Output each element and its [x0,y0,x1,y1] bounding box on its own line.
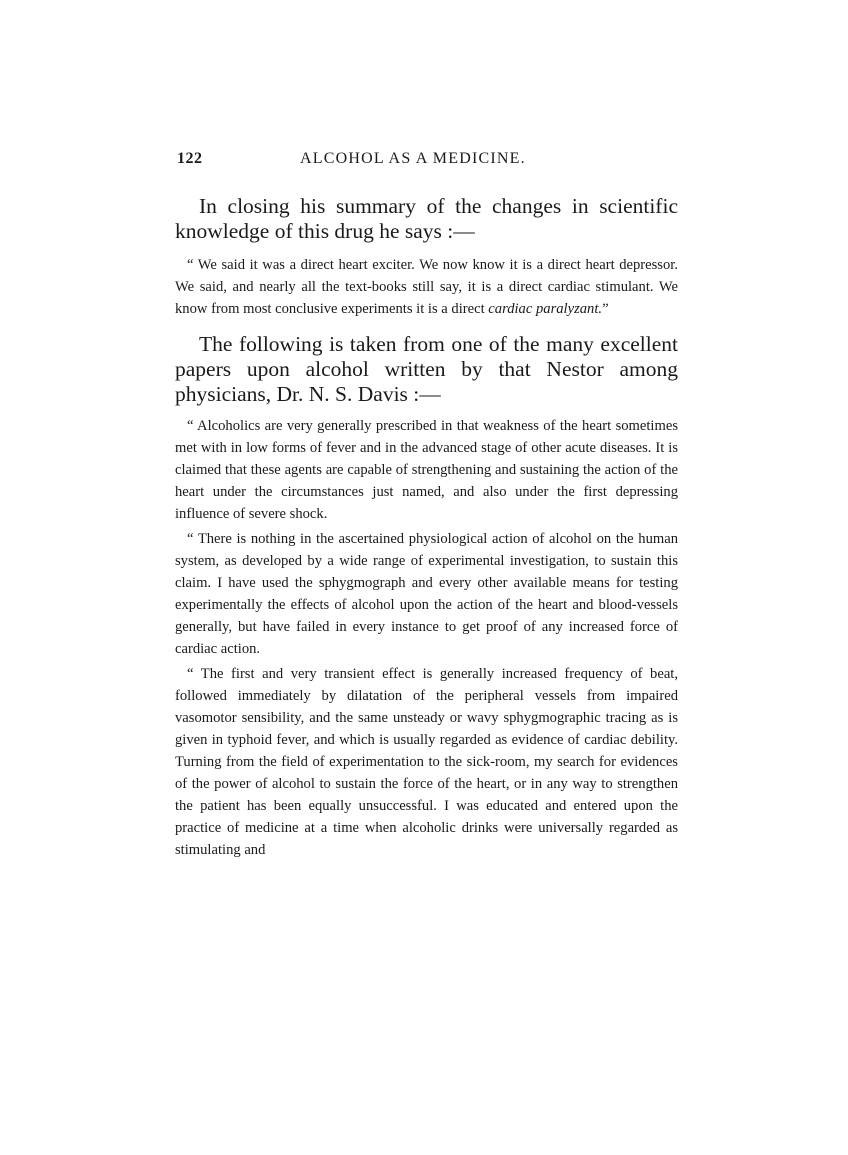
intro-paragraph-1: In closing his summary of the changes in scientific knowledge of this drug he says :— [175,194,678,243]
quote-1-close: ” [602,301,609,317]
quote-paragraph-3: “ There is nothing in the ascertained physiological action of alcohol on the human system, as developed by a wide range of experimental investigation, to sustain this claim. I have used the sphygmograph and every other available means for testing experimentally the effects of alcohol upon the action of the heart and blood-vessels generally, but have failed in every instance to get proof of any increased force of cardiac action. [175,531,678,657]
quote-paragraph-2: “ Alcoholics are very generally prescribed in that weakness of the heart sometimes met with in low forms of fever and in the advanced stage of other acute diseases. It is claimed that these agents are capable of strengthening and sustaining the action of the heart under the circumstances just named, and also under the first depressing influence of severe shock. [175,418,678,522]
quote-1-italic: cardiac paralyzant. [488,301,603,317]
book-page [175,150,678,861]
running-header [175,150,678,174]
intro-paragraph-2: The following is taken from one of the many excellent papers upon alcohol written by that Nestor among physicians, Dr. N. S. Davis :— [175,332,678,406]
quote-paragraph-1 [175,254,678,320]
running-title: ALCOHOL AS A MEDICINE. [300,150,526,167]
page-number: 122 [177,150,203,167]
quote-1-text: “ We said it was a direct heart exciter. We now know it is a direct heart depressor. We said, and nearly all the text-books still say, it is a direct cardiac stimulant. We know from most conclusive experiments it is a direct [175,257,678,317]
quote-paragraph-4: “ The first and very transient effect is generally increased frequency of beat, followed immediately by dilatation of the peripheral vessels from impaired vasomotor sensibility, and the same unsteady or wavy sphygmographic tracing as is given in typhoid fever, and which is usually regarded as evidence of cardiac debility. Turning from the field of experimentation to the sick-room, my search for evidences of the power of alcohol to sustain the force of the heart, or in any way to strengthen the patient has been equally unsuccessful. I was educated and entered upon the practice of medicine at a time when alcoholic drinks were universally regarded as stimulating and [175,666,678,858]
